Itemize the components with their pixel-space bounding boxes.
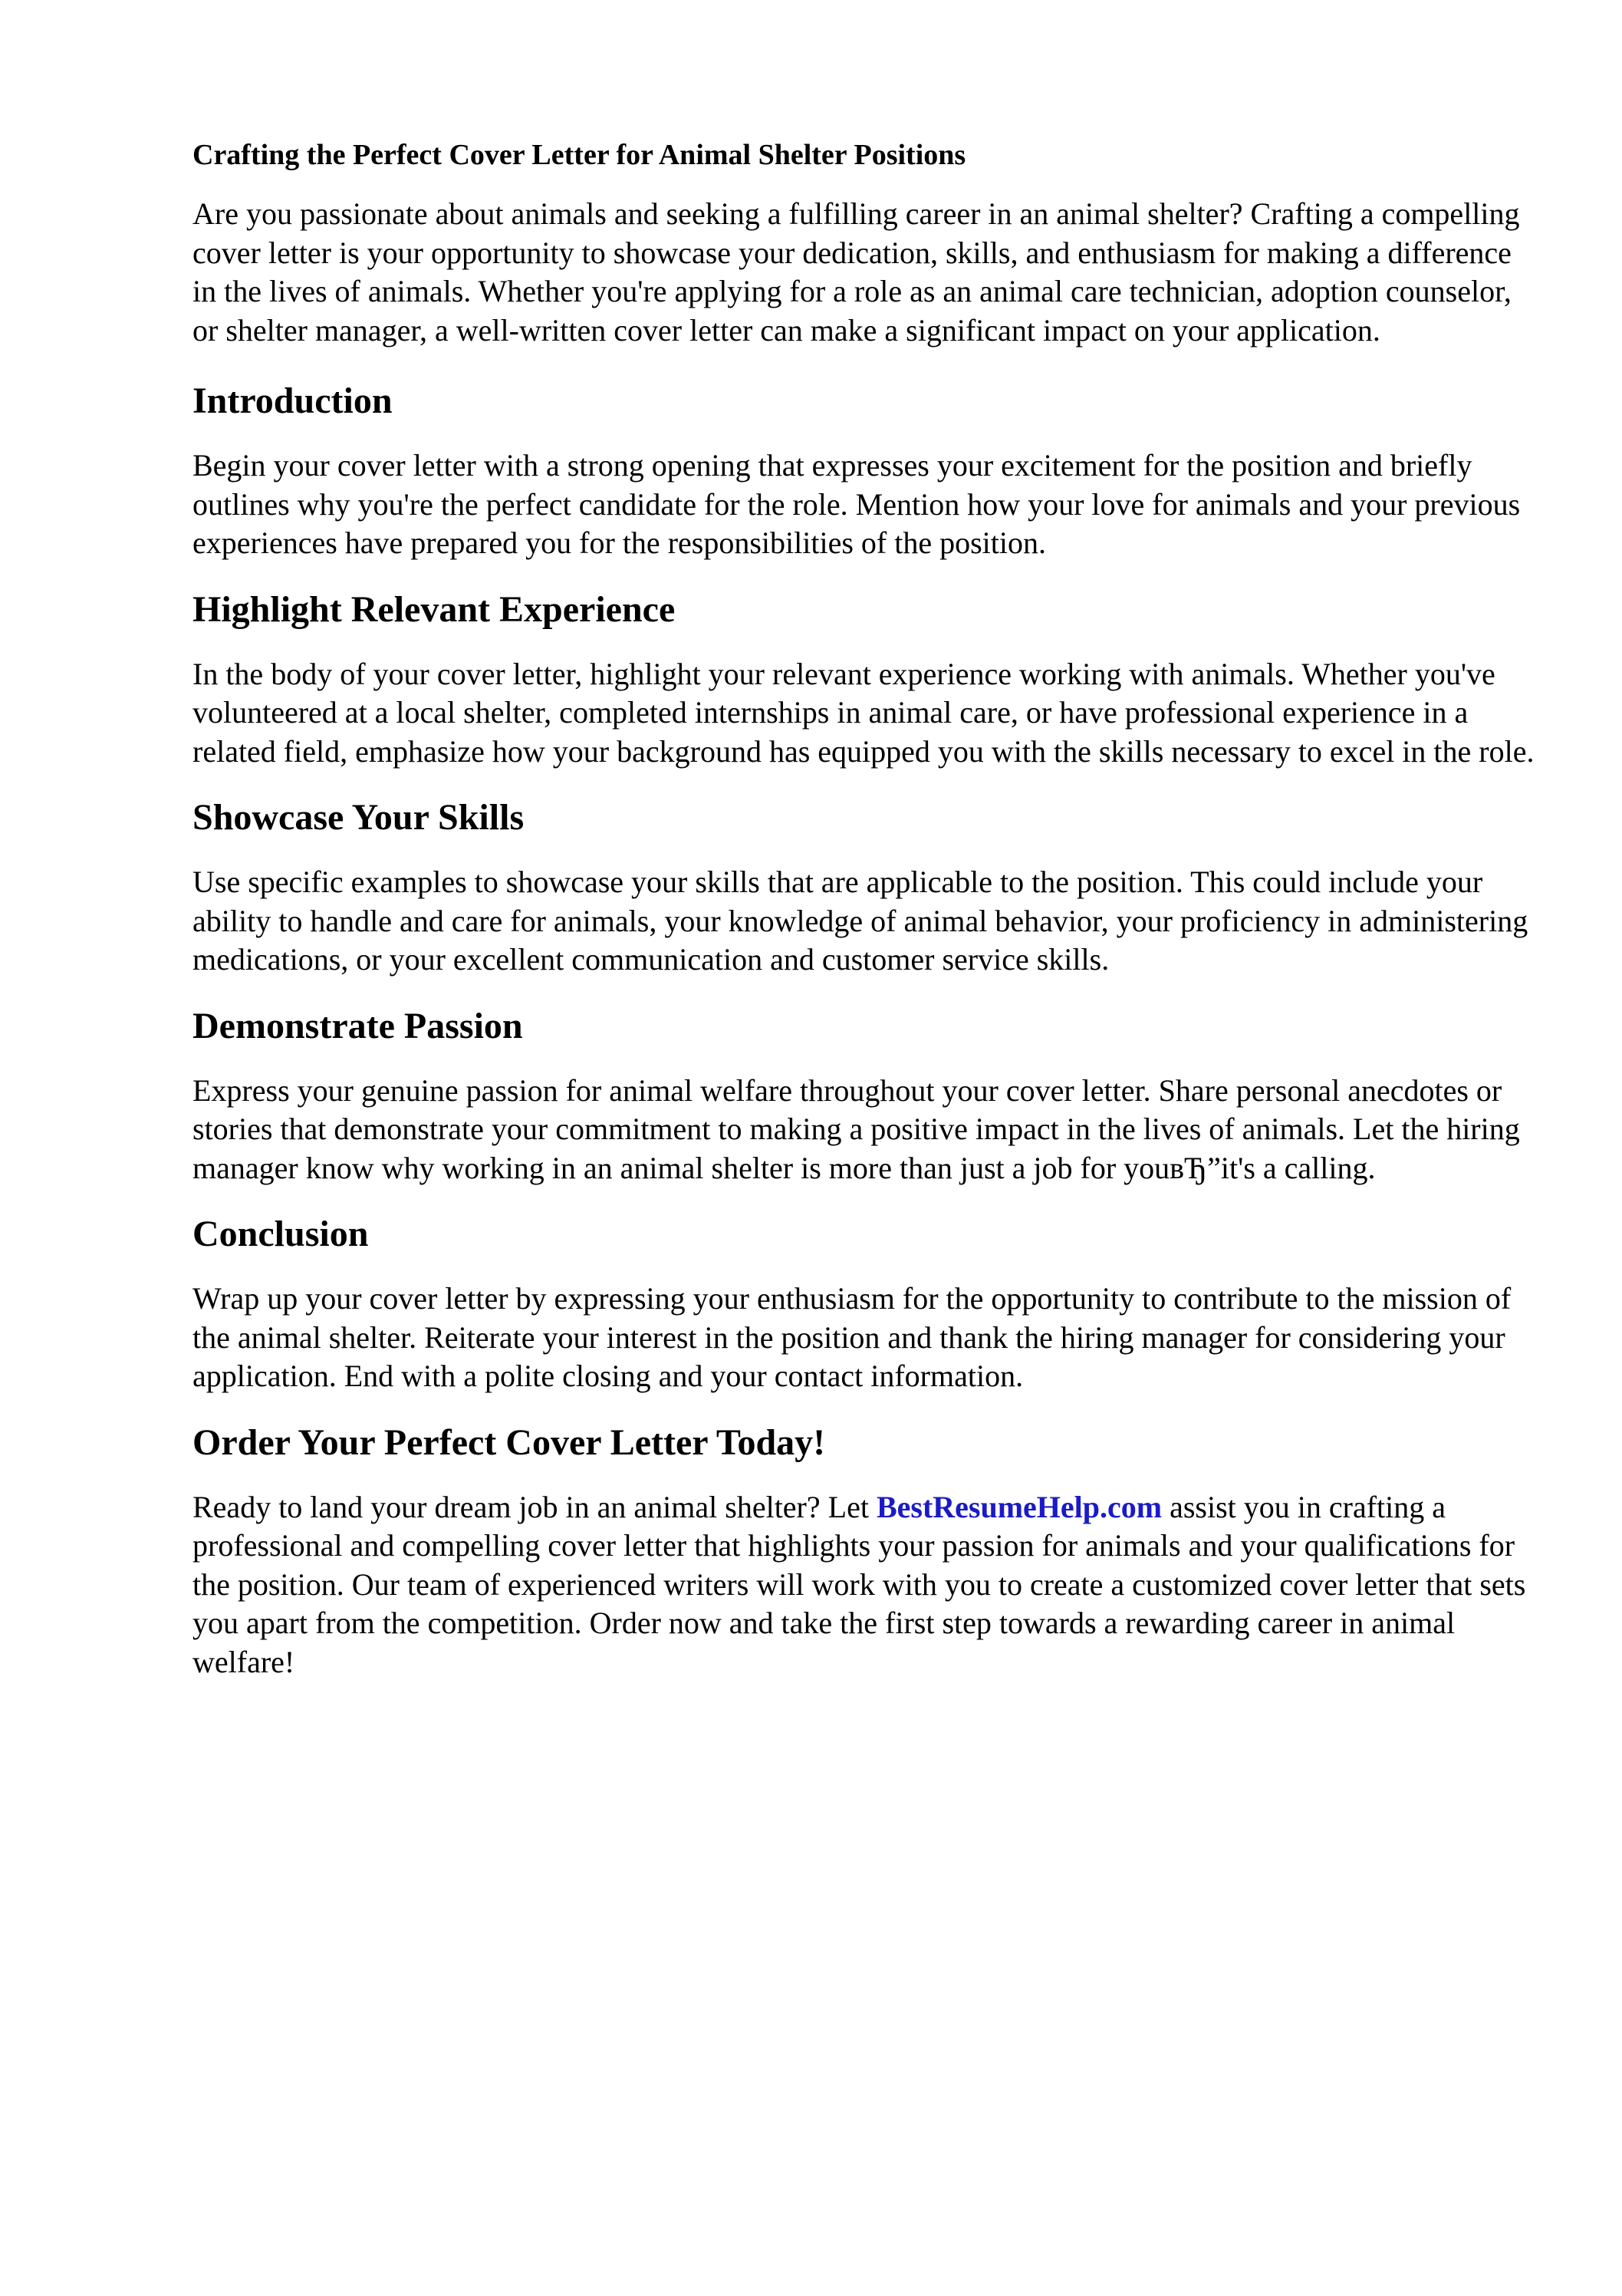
document-page	[192, 137, 1542, 1706]
section-heading-conclusion: Conclusion	[192, 1214, 369, 1254]
section-heading-introduction: Introduction	[192, 380, 393, 421]
section-body-order	[192, 1488, 1542, 1682]
section-heading-highlight-experience: Highlight Relevant Experience	[192, 588, 676, 630]
section-heading-demonstrate-passion: Demonstrate Passion	[192, 1005, 523, 1046]
section-heading-order: Order Your Perfect Cover Letter Today!	[192, 1421, 826, 1463]
section-body-conclusion: Wrap up your cover letter by expressing your enthusiasm for the opportunity to contribute to the mission of the animal shelter. Reiterate your interest in the position and thank the hiring manager for considering your application. End with a polite closing and your contact information.	[192, 1281, 1512, 1393]
section-body-introduction: Begin your cover letter with a strong opening that expresses your excitement for the position and briefly outlines why you're the perfect candidate for the role. Mention how your love for animals and your previous experiences have prepared you for the responsibilities of the position.	[192, 448, 1521, 560]
document-title: Crafting the Perfect Cover Letter for Animal Shelter Positions	[192, 139, 966, 171]
section-body-showcase-skills: Use specific examples to showcase your skills that are applicable to the position. This could include your ability to handle and care for animals, your knowledge of animal behavior, your proficiency in administering medications, or your excellent communication and customer service skills.	[192, 865, 1528, 977]
bestresumehelp-link[interactable]: BestResumeHelp.com	[876, 1489, 1163, 1524]
order-text-before-link: Ready to land your dream job in an animal shelter? Let	[192, 1489, 877, 1524]
section-body-highlight-experience: In the body of your cover letter, highlight your relevant experience working with animals. Whether you've volunteered at a local shelter, completed internships in animal care, or have professional experience in a related field, emphasize how your background has equipped you with the skills necessary to excel in the role.	[192, 656, 1535, 769]
section-body-demonstrate-passion: Express your genuine passion for animal welfare throughout your cover letter. Share personal anecdotes or stories that demonstrate your commitment to making a positive impact in the lives of animals. Let the hiring manager know why working in an animal shelter is more than just a job for youвЂ”it's a calling.	[192, 1072, 1520, 1185]
section-heading-showcase-skills: Showcase Your Skills	[192, 797, 525, 838]
order-text-after-link: assist you in crafting a professional and compelling cover letter that highlights your passion for animals and your qualifications for the position. Our team of experienced writers will work with you to create a customized cover letter that sets you apart from the competition. Order now and take the first step towards a rewarding career in animal welfare!	[192, 1489, 1526, 1679]
intro-paragraph: Are you passionate about animals and seeking a fulfilling career in an animal shelter? Crafting a compelling cover letter is your opportunity to showcase your dedication, skills, and enthusiasm for making a difference in the lives of animals. Whether you're applying for a role as an animal care technician, adoption counselor, or shelter manager, a well-written cover letter can make a significant impact on your application.	[192, 196, 1520, 348]
